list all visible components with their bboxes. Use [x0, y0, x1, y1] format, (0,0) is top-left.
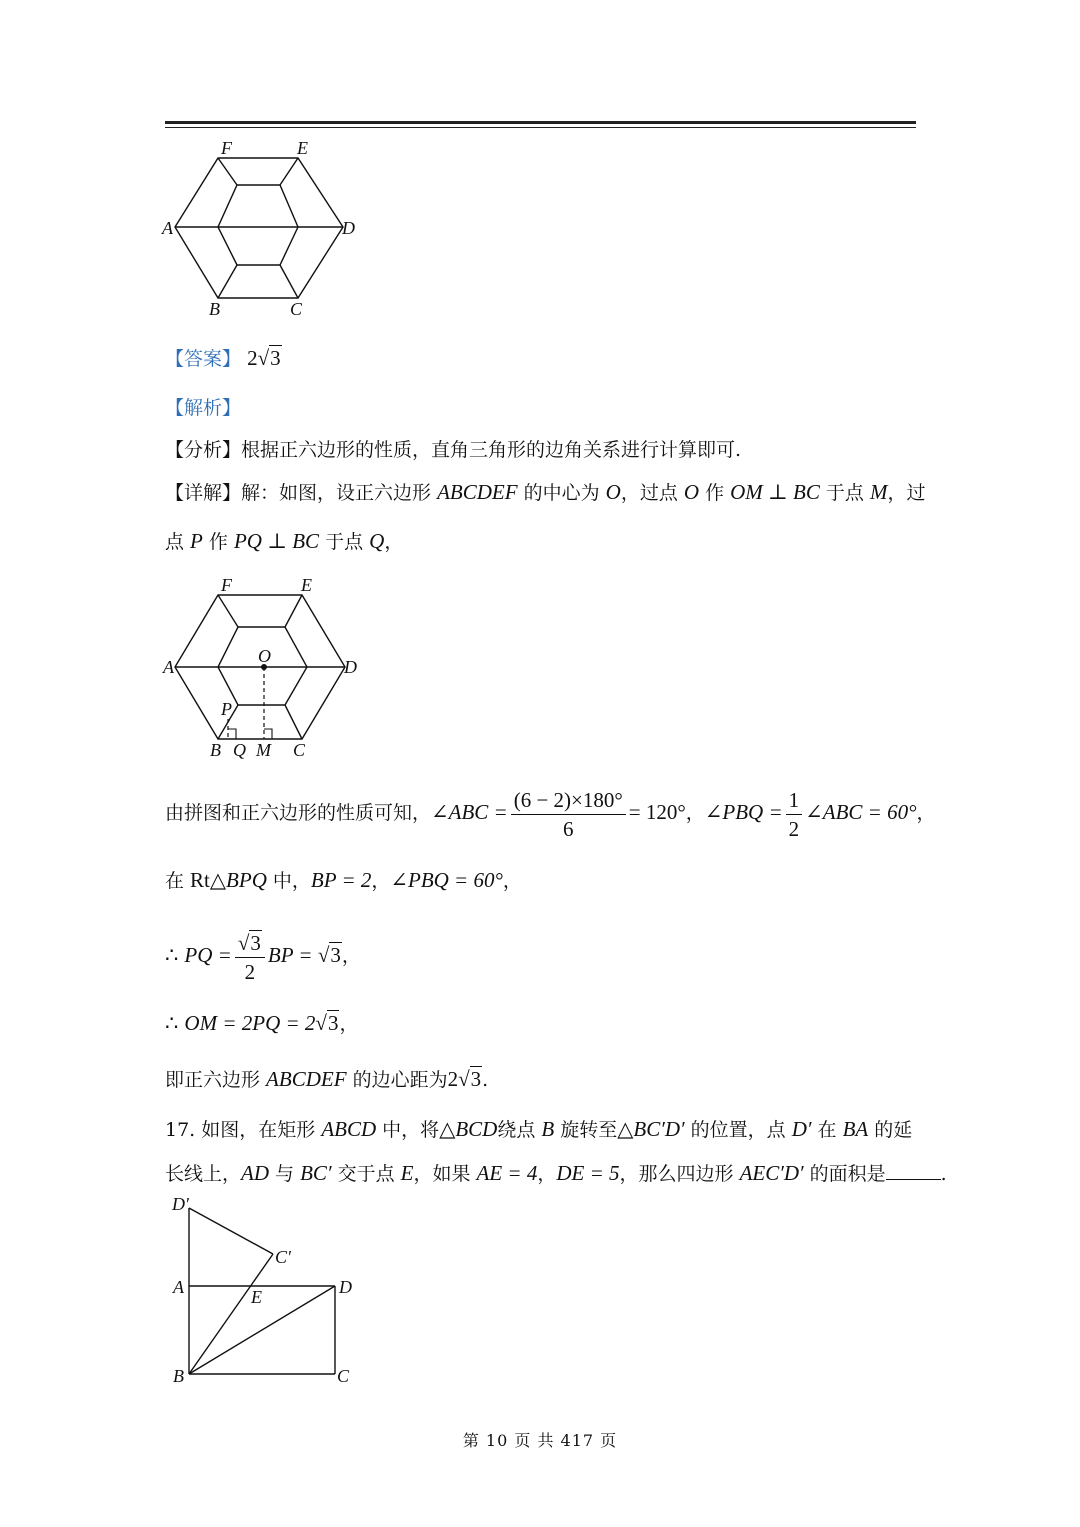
fraction-denominator: 6 [562, 816, 574, 841]
label-D: D [339, 1277, 352, 1297]
om-equals: OM = 2PQ = 2 [184, 1011, 316, 1035]
rect-abcd: ABCD [321, 1117, 377, 1141]
hexagon-name: ABCDEF [437, 480, 518, 504]
line2-text: 中， [266, 870, 311, 892]
q17-text: 交于点 [331, 1163, 401, 1185]
angle-pbq-60: ∠PBQ = 60° [390, 868, 503, 892]
xiangjie-text: ， [384, 531, 404, 553]
label-B: B [173, 1366, 184, 1386]
half-denominator: 2 [788, 816, 800, 841]
point-P: P [190, 529, 203, 553]
page-footer: 第 10 页 共 417 页 [462, 1431, 618, 1450]
conclusion-line: 即正六边形 ABCDEF 的边心距为2√3. [165, 1067, 489, 1091]
pq-equals: PQ = [184, 943, 232, 967]
point-Q: Q [369, 529, 385, 553]
therefore-symbol: ∴ [165, 1011, 179, 1035]
label-Q: Q [233, 740, 246, 760]
point-M: M [869, 480, 888, 504]
q17-text: 的位置，点 [684, 1119, 792, 1141]
xiangjie-text: 于点 [319, 531, 370, 553]
analysis-tag-line [165, 395, 241, 421]
header-rule-thin [165, 127, 916, 128]
equation-line-4: ∴ OM = 2PQ = 2√3， [165, 1011, 359, 1035]
de-equals-5: DE = 5 [556, 1161, 620, 1185]
label-A: A [173, 1277, 184, 1297]
fraction-denominator: 2 [244, 959, 256, 984]
xiangjie-text: 的中心为 [517, 482, 606, 504]
comma: ， [537, 1163, 557, 1185]
q17-text: 与 [269, 1163, 301, 1185]
header-rule-thick [165, 121, 916, 124]
label-E: E [301, 575, 312, 595]
q17-line-2 [165, 1159, 947, 1187]
om-perp-bc: OM ⊥ BC [730, 480, 820, 504]
q17-text: 旋转至 [554, 1119, 618, 1141]
rectangle-rotation-figure [165, 1188, 365, 1388]
q17-text: 在 [811, 1119, 843, 1141]
equation-line-3: ∴ PQ = $\frac{√3}{2}$ BP = √3， [165, 930, 361, 984]
angle-pbq: ∠PBQ = [704, 800, 783, 824]
radicand: 3 [470, 1067, 482, 1091]
label-C: C [290, 299, 303, 319]
q17-text: 长线上， [165, 1163, 242, 1185]
hexagon-figure-1 [155, 135, 375, 325]
angle-abc: ∠ABC = [431, 800, 508, 824]
xiangjie-tag: 【详解】 [165, 482, 242, 504]
q17-text: 如图，在矩形 [195, 1119, 322, 1141]
question-number: 17. [165, 1119, 196, 1141]
q17-text: ，那么四边形 [619, 1163, 740, 1185]
fraction-half [786, 786, 803, 843]
q17-text: 绕点 [497, 1119, 542, 1141]
radicand: 3 [330, 943, 341, 967]
equation-line-2 [165, 867, 522, 894]
q17-line-1 [165, 1116, 912, 1143]
point-B: B [541, 1117, 555, 1141]
period: . [482, 1069, 489, 1091]
xiangjie-line-2 [165, 528, 403, 555]
segment-ad: AD [241, 1161, 270, 1185]
xiangjie-text: ，过点 [620, 482, 684, 504]
coef: 2 [447, 1067, 459, 1091]
answer-blank [886, 1159, 941, 1180]
quad-aecpdp: AEC′D′ [739, 1161, 804, 1185]
label-B: B [209, 299, 220, 319]
answer-tag: 【答案】 [165, 348, 242, 370]
conclusion-text: 的边心距为 [346, 1069, 448, 1091]
line1-text: 由拼图和正六边形的性质可知， [165, 802, 432, 824]
half-numerator: 1 [786, 786, 803, 815]
segment-bcp: BC′ [300, 1161, 332, 1185]
ae-equals-4: AE = 4 [476, 1161, 538, 1185]
label-C: C [337, 1366, 350, 1386]
pq-perp-bc: PQ ⊥ BC [233, 529, 320, 553]
triangle-bcd: △BCD [439, 1117, 498, 1141]
q17-text: ，如果 [413, 1163, 477, 1185]
label-F: F [221, 575, 232, 595]
bp-equals-2: BP = 2 [310, 868, 372, 892]
answer-coef: 2 [247, 346, 258, 370]
fenxi-tag: 【分析】 [165, 439, 242, 461]
answer-radicand: 3 [270, 346, 281, 370]
conclusion-text: 即正六边形 [165, 1069, 267, 1091]
answer-line: 【答案】 2√3 [165, 346, 281, 370]
point-D-prime: D′ [791, 1117, 812, 1141]
period: . [940, 1163, 947, 1185]
xiangjie-text: 于点 [819, 482, 870, 504]
point-O: O [605, 480, 621, 504]
therefore-symbol: ∴ [165, 943, 179, 967]
equation-line-1 [165, 782, 935, 843]
comma: ， [371, 870, 391, 892]
fraction-sqrt3-over-2: $\frac{√3}{2}$ [235, 929, 265, 986]
comma: ， [685, 802, 705, 824]
comma: ， [916, 802, 936, 824]
fenxi-text: 根据正六边形的性质，直角三角形的边角关系进行计算即可. [241, 439, 742, 461]
label-C-prime: C′ [275, 1247, 291, 1267]
xiangjie-line-1 [165, 479, 925, 506]
comma: ， [341, 945, 361, 967]
label-O: O [258, 646, 271, 666]
comma: ， [502, 870, 522, 892]
xiangjie-text: 解：如图，设正六边形 [241, 482, 438, 504]
fenxi-line [165, 437, 741, 463]
fraction-numerator: (6 − 2)×180° [511, 786, 626, 815]
hexagon-name: ABCDEF [266, 1067, 347, 1091]
analysis-tag: 【解析】 [165, 397, 242, 419]
q17-text: 的延 [868, 1119, 913, 1141]
label-D-prime: D′ [172, 1194, 189, 1214]
point-E: E [400, 1161, 414, 1185]
label-E: E [251, 1287, 262, 1307]
label-B: B [210, 740, 221, 760]
label-F: F [221, 138, 232, 158]
q17-text: 的面积是 [803, 1163, 886, 1185]
radicand: 3 [250, 930, 261, 955]
label-C: C [293, 740, 306, 760]
xiangjie-text: 作 [202, 531, 234, 553]
triangle-bcpdp: △BC′D′ [617, 1117, 685, 1141]
label-D: D [344, 657, 357, 677]
label-M: M [256, 740, 271, 760]
eq-60: ∠ABC = 60° [805, 800, 917, 824]
segment-ba: BA [842, 1117, 869, 1141]
label-D: D [342, 218, 355, 238]
point-O: O [683, 480, 700, 504]
comma: ， [339, 1013, 359, 1035]
bp-equals: BP = [267, 943, 313, 967]
xiangjie-text: 点 [165, 531, 191, 553]
label-A: A [163, 657, 174, 677]
radicand: 3 [327, 1011, 339, 1035]
triangle-bpq: BPQ [226, 868, 267, 892]
q17-text: 中，将 [376, 1119, 440, 1141]
xiangjie-text: ，过 [887, 482, 926, 504]
label-A: A [162, 218, 173, 238]
label-E: E [297, 138, 308, 158]
label-P: P [221, 699, 232, 719]
xiangjie-text: 作 [699, 482, 731, 504]
hexagon-figure-2 [155, 572, 375, 764]
eq-120: = 120° [628, 800, 686, 824]
line2-text: 在 [165, 870, 191, 892]
fraction-angle-sum [511, 786, 626, 843]
rt-triangle: Rt△ [190, 868, 227, 892]
